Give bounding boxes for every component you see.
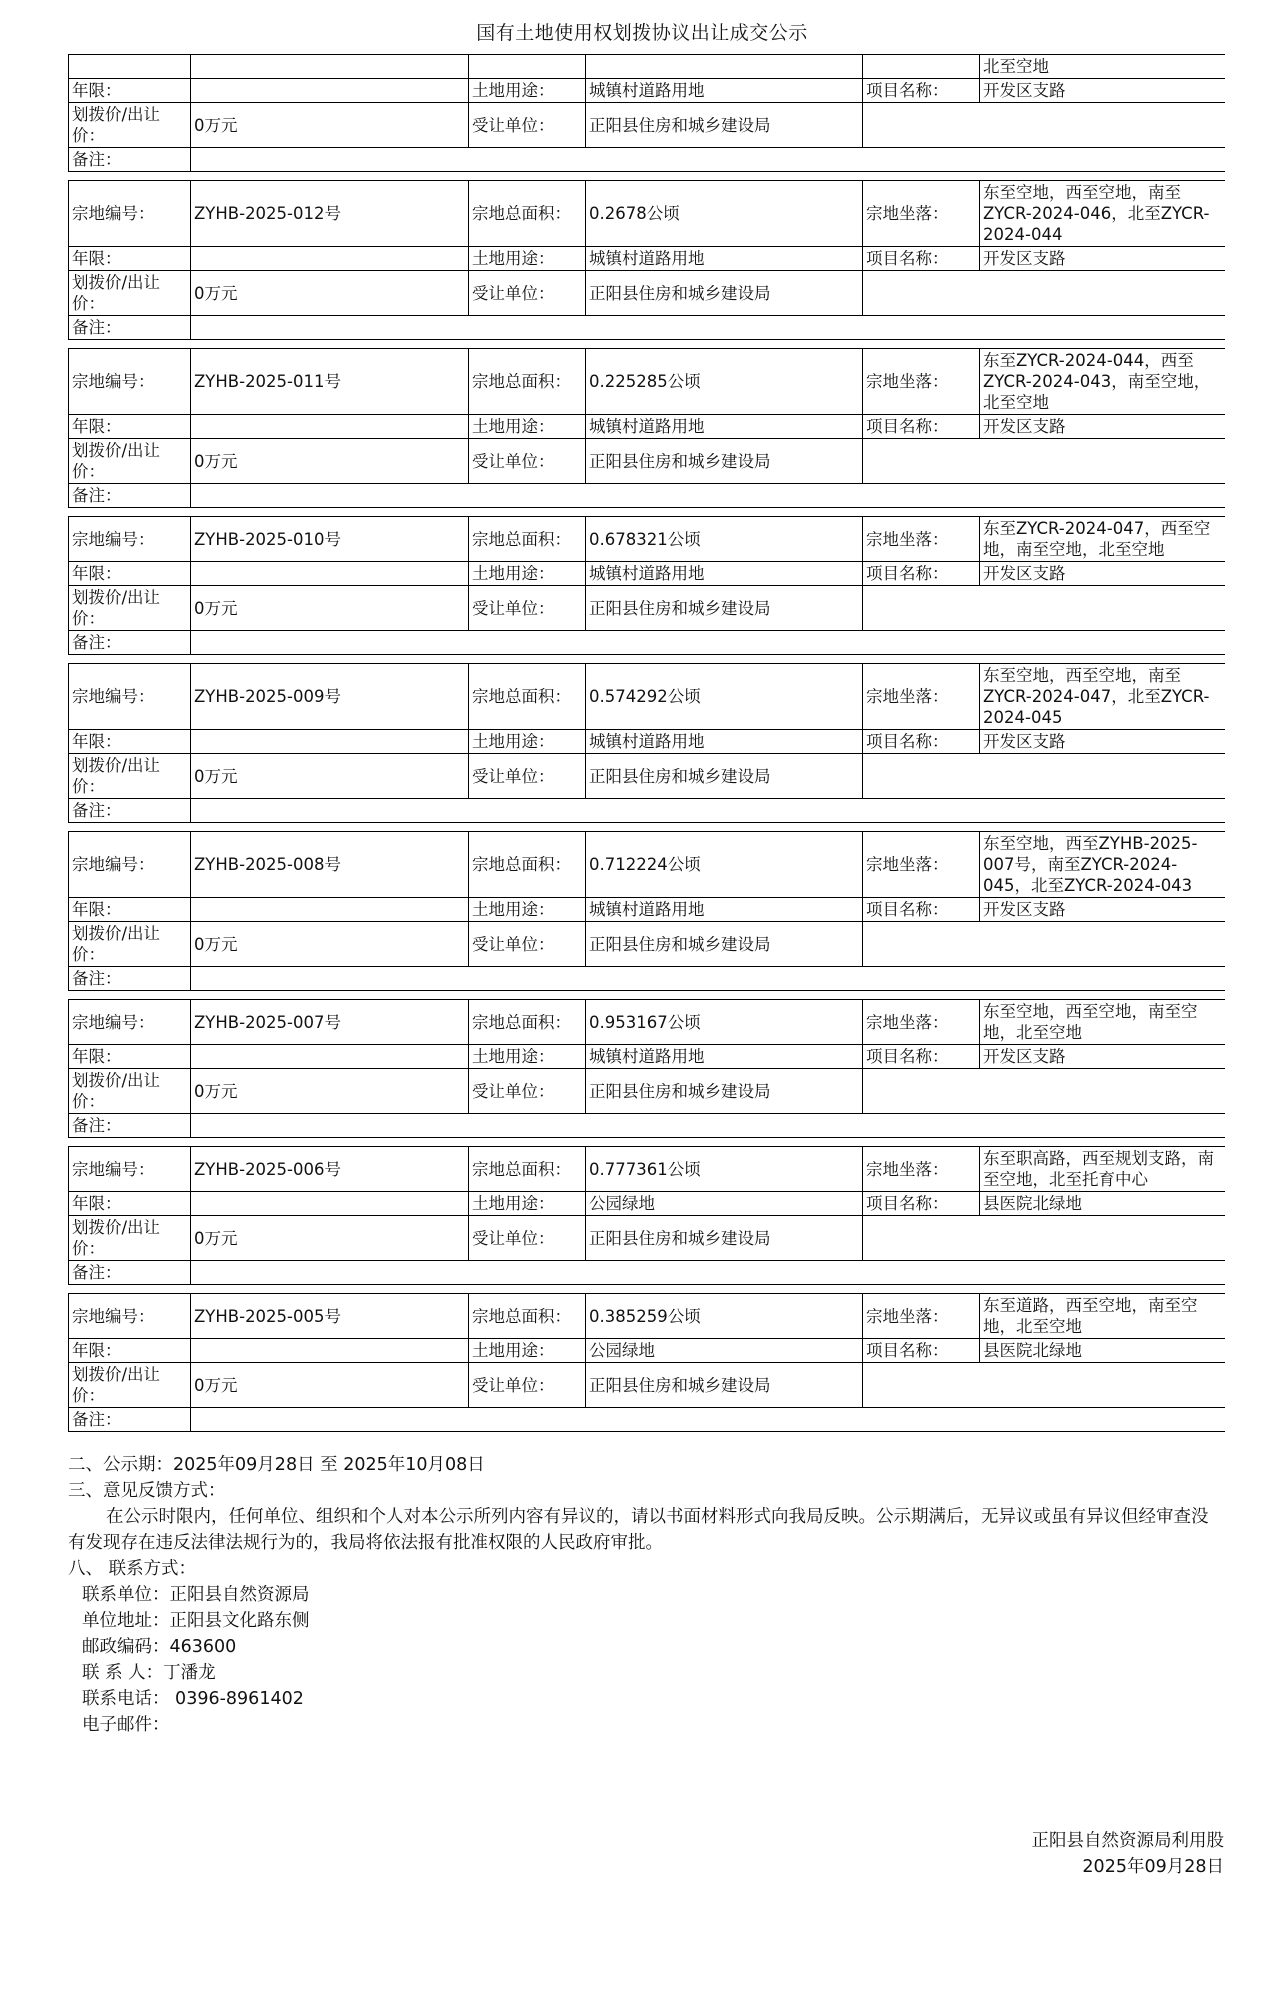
parcel-separator: [69, 655, 1225, 664]
contact-address: 单位地址：正阳县文化路东侧: [82, 1611, 310, 1631]
term-label: 年限：: [69, 562, 191, 586]
location-label: 宗地坐落：: [863, 664, 980, 730]
parcel-price-row: [69, 586, 1225, 631]
location-label: 宗地坐落：: [863, 349, 980, 415]
term-value: [191, 730, 469, 754]
grantee-value: 正阳县住房和城乡建设局: [586, 1069, 863, 1114]
parcel-price-row: [69, 922, 1225, 967]
signature-date: 2025年09月28日: [1082, 1857, 1224, 1877]
parcel-remarks-row: [69, 484, 1225, 508]
grantee-label: 受让单位：: [469, 439, 586, 484]
parcel-no-value: ZYHB-2025-007号: [191, 1000, 469, 1045]
location-label: 宗地坐落：: [863, 1294, 980, 1339]
parcel-term-row: [69, 1045, 1225, 1069]
remarks-value: [191, 1261, 1225, 1285]
total-area-value: 0.678321公顷: [586, 517, 863, 562]
price-label: 划拨价/出让价：: [69, 922, 191, 967]
term-label: 年限：: [69, 415, 191, 439]
empty-cell: [863, 439, 1225, 484]
section-period: 二、公示期：2025年09月28日 至 2025年10月08日: [68, 1455, 485, 1475]
parcel-separator: [69, 172, 1225, 181]
parcel-price-row: [69, 439, 1225, 484]
empty-cell: [863, 586, 1225, 631]
location-value: 东至ZYCR-2024-047，西至空地，南至空地，北至空地: [980, 517, 1225, 562]
parcel-remarks-row: [69, 316, 1225, 340]
total-area-label: 宗地总面积：: [469, 349, 586, 415]
parcel-remarks-row: [69, 1114, 1225, 1138]
feedback-body: 在公示时限内，任何单位、组织和个人对本公示所列内容有异议的，请以书面材料形式向我局反映。公示期满后，无异议或虽有异议但经审查没有发现存在违反法律法规行为的，我局将依法报有批准权限的人民政府审批。: [68, 1507, 1209, 1553]
term-label: 年限：: [69, 898, 191, 922]
price-label: 划拨价/出让价：: [69, 1363, 191, 1408]
parcel-header-row: [69, 517, 1225, 562]
fragment-term-row: [69, 79, 1225, 103]
term-value: [191, 1045, 469, 1069]
notice-body: [68, 54, 1224, 1738]
land-use-label: 土地用途：: [469, 247, 586, 271]
term-value: [191, 1339, 469, 1363]
page-title: 国有土地使用权划拨协议出让成交公示: [476, 22, 808, 44]
total-area-label: 宗地总面积：: [469, 517, 586, 562]
location-label: 宗地坐落：: [863, 1147, 980, 1192]
project-name-label: 项目名称：: [863, 1192, 980, 1216]
fragment-price-row: [69, 103, 1225, 148]
fragment-remarks-row: [69, 148, 1225, 172]
empty-cell: [863, 1363, 1225, 1408]
term-label: 年限：: [69, 247, 191, 271]
fragment-location-row: [69, 55, 1225, 79]
empty-cell: [863, 1069, 1225, 1114]
project-name-label: 项目名称：: [863, 79, 980, 103]
total-area-value: 0.712224公顷: [586, 832, 863, 898]
land-use-value: 城镇村道路用地: [586, 562, 863, 586]
parcel-no-value: ZYHB-2025-006号: [191, 1147, 469, 1192]
price-label: 划拨价/出让价：: [69, 1216, 191, 1261]
total-area-value: 0.574292公顷: [586, 664, 863, 730]
parcel-separator: [69, 991, 1225, 1000]
parcel-term-row: [69, 898, 1225, 922]
land-use-value: 城镇村道路用地: [586, 247, 863, 271]
remarks-value: [191, 799, 1225, 823]
empty-cell: [863, 271, 1225, 316]
contact-postcode: 邮政编码：463600: [82, 1637, 237, 1657]
price-value: 0万元: [191, 586, 469, 631]
parcel-no-label: 宗地编号：: [69, 1000, 191, 1045]
parcel-remarks-row: [69, 967, 1225, 991]
remarks-value: [191, 148, 1225, 172]
price-value: 0万元: [191, 1363, 469, 1408]
location-label: 宗地坐落：: [863, 1000, 980, 1045]
empty-cell: [863, 754, 1225, 799]
parcel-term-row: [69, 1192, 1225, 1216]
land-use-label: 土地用途：: [469, 79, 586, 103]
term-label: 年限：: [69, 79, 191, 103]
term-value: [191, 247, 469, 271]
price-value: 0万元: [191, 754, 469, 799]
remarks-value: [191, 967, 1225, 991]
remarks-value: [191, 631, 1225, 655]
land-use-label: 土地用途：: [469, 1339, 586, 1363]
grantee-value: 正阳县住房和城乡建设局: [586, 754, 863, 799]
grantee-label: 受让单位：: [469, 1216, 586, 1261]
price-value: 0万元: [191, 439, 469, 484]
price-label: 划拨价/出让价：: [69, 1069, 191, 1114]
project-name-value: 县医院北绿地: [980, 1192, 1225, 1216]
parcel-price-row: [69, 1363, 1225, 1408]
remarks-value: [191, 484, 1225, 508]
project-name-label: 项目名称：: [863, 730, 980, 754]
land-use-label: 土地用途：: [469, 415, 586, 439]
location-label: 宗地坐落：: [863, 181, 980, 247]
land-use-value: 城镇村道路用地: [586, 730, 863, 754]
parcel-separator: [69, 1285, 1225, 1294]
project-name-value: 开发区支路: [980, 562, 1225, 586]
term-label: 年限：: [69, 1045, 191, 1069]
price-value: 0万元: [191, 922, 469, 967]
parcel-no-value: ZYHB-2025-008号: [191, 832, 469, 898]
price-label: 划拨价/出让价：: [69, 586, 191, 631]
parcel-no-value: ZYHB-2025-010号: [191, 517, 469, 562]
project-name-value: 开发区支路: [980, 79, 1225, 103]
term-label: 年限：: [69, 1192, 191, 1216]
parcel-table-body: [69, 55, 1225, 1441]
parcel-no-value: ZYHB-2025-011号: [191, 349, 469, 415]
parcel-no-value: ZYHB-2025-009号: [191, 664, 469, 730]
parcel-no-label: 宗地编号：: [69, 349, 191, 415]
parcel-separator: [69, 823, 1225, 832]
grantee-value: 正阳县住房和城乡建设局: [586, 1216, 863, 1261]
location-value: 东至空地，西至空地，南至空地，北至空地: [980, 1000, 1225, 1045]
project-name-value: 开发区支路: [980, 730, 1225, 754]
location-value: 东至空地，西至空地，南至ZYCR-2024-046，北至ZYCR-2024-044: [980, 181, 1225, 247]
grantee-value: 正阳县住房和城乡建设局: [586, 439, 863, 484]
project-name-label: 项目名称：: [863, 898, 980, 922]
total-area-label: 宗地总面积：: [469, 1294, 586, 1339]
parcel-header-row: [69, 832, 1225, 898]
total-area-value: 0.953167公顷: [586, 1000, 863, 1045]
land-use-value: 城镇村道路用地: [586, 1045, 863, 1069]
contact-person: 联 系 人：丁潘龙: [82, 1663, 216, 1683]
remarks-value: [191, 316, 1225, 340]
project-name-label: 项目名称：: [863, 1045, 980, 1069]
location-value: 东至空地，西至ZYHB-2025-007号，南至ZYCR-2024-045，北至ZYCR-2024-043: [980, 832, 1225, 898]
grantee-label: 受让单位：: [469, 271, 586, 316]
remarks-label: 备注：: [69, 799, 191, 823]
project-name-value: 开发区支路: [980, 415, 1225, 439]
parcel-no-label: 宗地编号：: [69, 1147, 191, 1192]
land-use-label: 土地用途：: [469, 1045, 586, 1069]
grantee-label: 受让单位：: [469, 586, 586, 631]
total-area-value: 0.225285公顷: [586, 349, 863, 415]
project-name-label: 项目名称：: [863, 562, 980, 586]
project-name-label: 项目名称：: [863, 247, 980, 271]
parcel-separator: [69, 508, 1225, 517]
price-value: 0万元: [191, 103, 469, 148]
location-value: 东至道路，西至空地，南至空地，北至空地: [980, 1294, 1225, 1339]
grantee-label: 受让单位：: [469, 1069, 586, 1114]
term-value: [191, 1192, 469, 1216]
section-feedback-title: 三、意见反馈方式：: [68, 1481, 226, 1501]
parcel-table: [68, 54, 1225, 1440]
grantee-value: 正阳县住房和城乡建设局: [586, 271, 863, 316]
project-name-value: 开发区支路: [980, 247, 1225, 271]
remarks-value: [191, 1408, 1225, 1432]
total-area-label: 宗地总面积：: [469, 1000, 586, 1045]
remarks-value: [191, 1114, 1225, 1138]
total-area-label: 宗地总面积：: [469, 181, 586, 247]
project-name-label: 项目名称：: [863, 1339, 980, 1363]
term-value: [191, 898, 469, 922]
parcel-remarks-row: [69, 1261, 1225, 1285]
parcel-price-row: [69, 271, 1225, 316]
parcel-term-row: [69, 247, 1225, 271]
location-label: 宗地坐落：: [863, 517, 980, 562]
grantee-value: 正阳县住房和城乡建设局: [586, 922, 863, 967]
land-use-label: 土地用途：: [469, 898, 586, 922]
remarks-label: 备注：: [69, 316, 191, 340]
parcel-header-row: [69, 1147, 1225, 1192]
total-area-value: 0.2678公顷: [586, 181, 863, 247]
price-label: 划拨价/出让价：: [69, 271, 191, 316]
parcel-header-row: [69, 1000, 1225, 1045]
fragment-location-tail: 北至空地: [980, 55, 1225, 79]
parcel-remarks-row: [69, 1408, 1225, 1432]
contact-email: 电子邮件：: [82, 1715, 170, 1735]
location-value: 东至ZYCR-2024-044，西至ZYCR-2024-043，南至空地，北至空地: [980, 349, 1225, 415]
remarks-label: 备注：: [69, 1114, 191, 1138]
signature-org: 正阳县自然资源局利用股: [1031, 1831, 1224, 1851]
grantee-value: 正阳县住房和城乡建设局: [586, 586, 863, 631]
empty-cell: [863, 922, 1225, 967]
location-label: 宗地坐落：: [863, 832, 980, 898]
parcel-no-label: 宗地编号：: [69, 832, 191, 898]
term-label: 年限：: [69, 1339, 191, 1363]
parcel-remarks-row: [69, 799, 1225, 823]
project-name-value: 县医院北绿地: [980, 1339, 1225, 1363]
total-area-label: 宗地总面积：: [469, 664, 586, 730]
parcel-header-row: [69, 1294, 1225, 1339]
price-label: 划拨价/出让价：: [69, 103, 191, 148]
total-area-value: 0.385259公顷: [586, 1294, 863, 1339]
land-use-value: 公园绿地: [586, 1339, 863, 1363]
project-name-value: 开发区支路: [980, 1045, 1225, 1069]
parcel-price-row: [69, 754, 1225, 799]
term-value: [191, 562, 469, 586]
parcel-remarks-row: [69, 631, 1225, 655]
price-value: 0万元: [191, 1216, 469, 1261]
total-area-value: 0.777361公顷: [586, 1147, 863, 1192]
grantee-value: 正阳县住房和城乡建设局: [586, 1363, 863, 1408]
price-label: 划拨价/出让价：: [69, 439, 191, 484]
remarks-label: 备注：: [69, 1261, 191, 1285]
parcel-no-label: 宗地编号：: [69, 664, 191, 730]
section-contact-title: 八、 联系方式：: [68, 1559, 197, 1579]
parcel-price-row: [69, 1069, 1225, 1114]
project-name-label: 项目名称：: [863, 415, 980, 439]
parcel-price-row: [69, 1216, 1225, 1261]
parcel-separator: [69, 1138, 1225, 1147]
parcel-term-row: [69, 730, 1225, 754]
grantee-label: 受让单位：: [469, 754, 586, 799]
parcel-separator: [69, 340, 1225, 349]
parcel-no-label: 宗地编号：: [69, 1294, 191, 1339]
price-label: 划拨价/出让价：: [69, 754, 191, 799]
grantee-label: 受让单位：: [469, 1363, 586, 1408]
grantee-value: 正阳县住房和城乡建设局: [586, 103, 863, 148]
remarks-label: 备注：: [69, 484, 191, 508]
parcel-no-label: 宗地编号：: [69, 517, 191, 562]
term-value: [191, 415, 469, 439]
location-value: 东至空地，西至空地，南至ZYCR-2024-047，北至ZYCR-2024-045: [980, 664, 1225, 730]
term-value: [191, 79, 469, 103]
parcel-term-row: [69, 415, 1225, 439]
contact-unit: 联系单位：正阳县自然资源局: [82, 1585, 310, 1605]
parcel-term-row: [69, 562, 1225, 586]
parcel-no-label: 宗地编号：: [69, 181, 191, 247]
term-label: 年限：: [69, 730, 191, 754]
land-use-value: 城镇村道路用地: [586, 898, 863, 922]
parcel-header-row: [69, 349, 1225, 415]
land-use-label: 土地用途：: [469, 1192, 586, 1216]
land-use-value: 城镇村道路用地: [586, 79, 863, 103]
remarks-label: 备注：: [69, 1408, 191, 1432]
contact-phone: 联系电话： 0396-8961402: [82, 1689, 304, 1709]
parcel-header-row: [69, 181, 1225, 247]
land-use-label: 土地用途：: [469, 730, 586, 754]
total-area-label: 宗地总面积：: [469, 1147, 586, 1192]
parcel-term-row: [69, 1339, 1225, 1363]
remarks-label: 备注：: [69, 631, 191, 655]
project-name-value: 开发区支路: [980, 898, 1225, 922]
parcel-no-value: ZYHB-2025-012号: [191, 181, 469, 247]
land-use-label: 土地用途：: [469, 562, 586, 586]
parcel-no-value: ZYHB-2025-005号: [191, 1294, 469, 1339]
remarks-label: 备注：: [69, 148, 191, 172]
location-value: 东至职高路，西至规划支路，南至空地，北至托育中心: [980, 1147, 1225, 1192]
remarks-label: 备注：: [69, 967, 191, 991]
price-value: 0万元: [191, 1069, 469, 1114]
parcel-header-row: [69, 664, 1225, 730]
total-area-label: 宗地总面积：: [469, 832, 586, 898]
grantee-label: 受让单位：: [469, 922, 586, 967]
table-end-rule: [69, 1432, 1225, 1441]
land-use-value: 公园绿地: [586, 1192, 863, 1216]
empty-cell: [863, 1216, 1225, 1261]
grantee-label: 受让单位：: [469, 103, 586, 148]
land-use-value: 城镇村道路用地: [586, 415, 863, 439]
price-value: 0万元: [191, 271, 469, 316]
